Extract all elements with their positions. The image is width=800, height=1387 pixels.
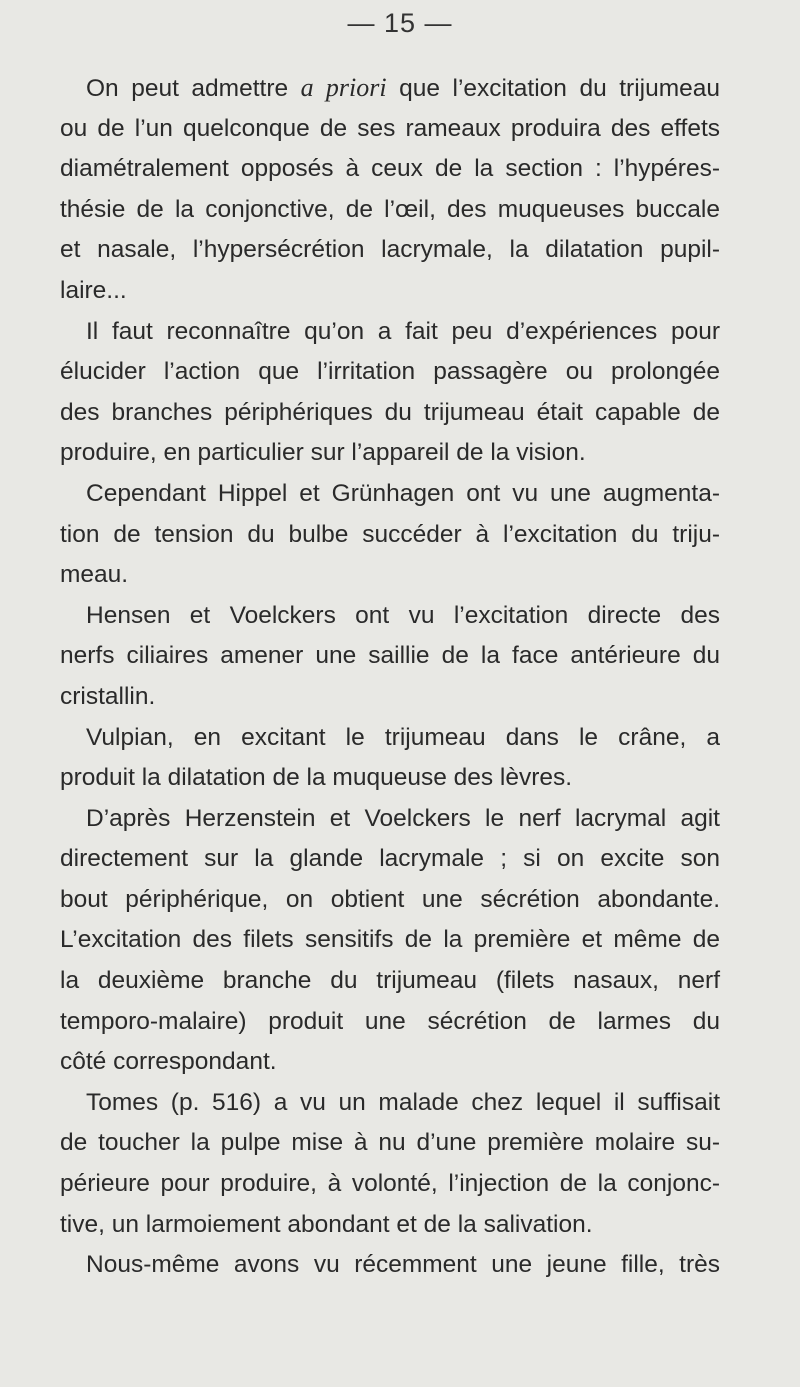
text-line: L’excitation des filets sensitifs de la première et même de — [60, 926, 720, 954]
text-line: nerfs ciliaires amener une saillie de la face antérieure du — [60, 642, 720, 670]
text-line: tive, un larmoiement abondant et de la salivation. — [60, 1210, 593, 1238]
text-line: bout périphérique, on obtient une sécrétion abondante. — [60, 885, 720, 913]
text-line: diamétralement opposés à ceux de la section : l’hypéres- — [60, 155, 720, 183]
text-line: produire, en particulier sur l’appareil de la vision. — [60, 439, 586, 467]
text-line: directement sur la glande lacrymale ; si on excite son — [60, 845, 720, 873]
text-line: Cependant Hippel et Grünhagen ont vu une augmenta- — [86, 479, 720, 507]
text-line — [60, 68, 720, 109]
text-line: Hensen et Voelckers ont vu l’excitation directe des — [86, 601, 720, 629]
text-line: tion de tension du bulbe succéder à l’excitation du triju- — [60, 520, 720, 548]
text-line: élucider l’action que l’irritation passagère ou prolongée — [60, 358, 720, 386]
text-line: thésie de la conjonctive, de l’œil, des muqueuses buccale — [60, 195, 720, 223]
body-text — [60, 68, 720, 1286]
text-line: de toucher la pulpe mise à nu d’une première molaire su- — [60, 1129, 720, 1157]
text-line: des branches périphériques du trijumeau était capable de — [60, 398, 720, 426]
text-run: que l’excitation du trijumeau — [386, 75, 720, 102]
text-line: D’après Herzenstein et Voelckers le nerf lacrymal agit — [86, 804, 720, 832]
text-line: périeure pour produire, à volonté, l’injection de la conjonc- — [60, 1170, 720, 1198]
text-line: temporo-malaire) produit une sécrétion de larmes du — [60, 1007, 720, 1035]
italic-phrase: a priori — [300, 73, 387, 102]
text-line: et nasale, l’hypersécrétion lacrymale, la dilatation pupil- — [60, 236, 720, 264]
text-line: la deuxième branche du trijumeau (filets nasaux, nerf — [60, 967, 720, 995]
text-line: Nous-même avons vu récemment une jeune fille, très — [86, 1251, 720, 1279]
text-line: produit la dilatation de la muqueuse des lèvres. — [60, 764, 573, 792]
text-line: meau. — [60, 561, 129, 589]
text-line: ou de l’un quelconque de ses rameaux produira des effets — [60, 114, 720, 142]
page-number: — 15 — — [347, 8, 453, 38]
text-line: cristallin. — [60, 682, 156, 710]
text-line: laire... — [60, 276, 127, 304]
text-line: Il faut reconnaître qu’on a fait peu d’expériences pour — [86, 317, 720, 345]
text-line: côté correspondant. — [60, 1048, 277, 1076]
text-run: On peut admettre — [86, 75, 301, 102]
text-line: Tomes (p. 516) a vu un malade chez lequel il suffisait — [86, 1088, 720, 1116]
text-line: Vulpian, en excitant le trijumeau dans le crâne, a — [86, 723, 720, 751]
